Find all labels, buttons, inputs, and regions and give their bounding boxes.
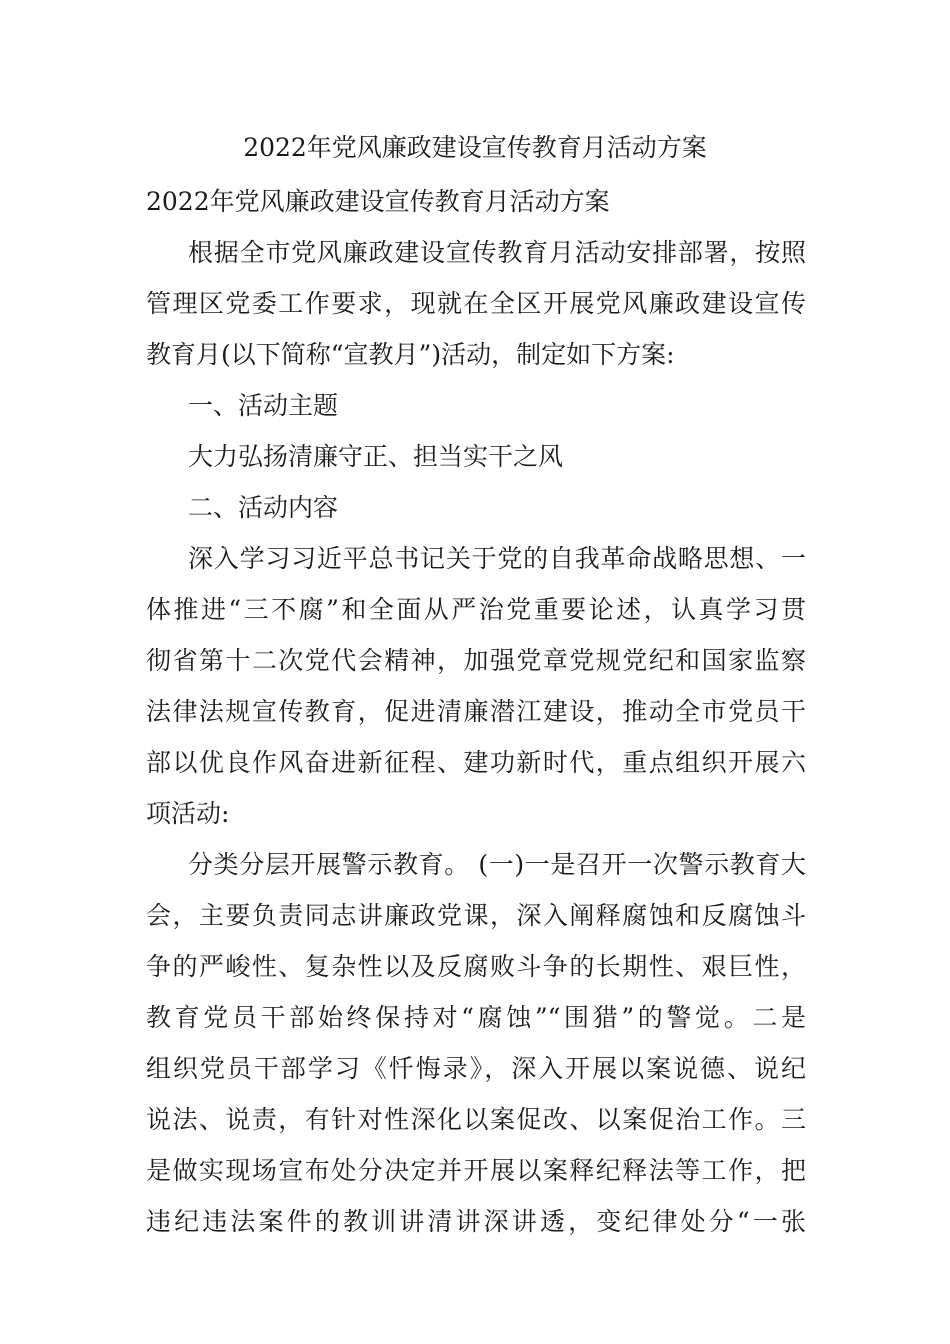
paragraph-intro <box>146 227 806 380</box>
text-line: 教育月(以下简称“宣教月”)活动，制定如下方案: <box>146 340 675 369</box>
text-line: 会，主要负责同志讲廉政党课，深入阐释腐蚀和反腐蚀斗 <box>146 901 806 930</box>
text-line: 深入学习习近平总书记关于党的自我革命战略思想、一 <box>188 544 806 573</box>
text-line: 大力弘扬清廉守正、担当实干之风 <box>188 442 564 471</box>
text-line: 彻省第十二次党代会精神，加强党章党规党纪和国家监察 <box>146 646 806 675</box>
text-line: 管理区党委工作要求，现就在全区开展党风廉政建设宣传 <box>146 289 806 318</box>
text-line: 项活动: <box>146 799 230 828</box>
text-line: 争的严峻性、复杂性以及反腐败斗争的长期性、艰巨性， <box>146 952 806 981</box>
document-body <box>146 176 806 1247</box>
paragraph-theme <box>146 431 806 482</box>
text-line: 分类分层开展警示教育。 (一)一是召开一次警示教育大 <box>188 850 806 879</box>
text-line: 体推进“三不腐”和全面从严治党重要论述，认真学习贯 <box>146 595 806 624</box>
section-heading-theme <box>146 380 806 431</box>
text-line: 违纪违法案件的教训讲清讲深讲透，变纪律处分“一张 <box>146 1207 806 1236</box>
text-line: 组织党员干部学习《忏悔录》，深入开展以案说德、说纪 <box>146 1054 806 1083</box>
section-heading-content <box>146 482 806 533</box>
text-line: 部以优良作风奋进新征程、建功新时代，重点组织开展六 <box>146 748 806 777</box>
text-line: 法律法规宣传教育，促进清廉潜江建设，推动全市党员干 <box>146 697 806 726</box>
section-heading: 一、活动主题 <box>188 391 339 420</box>
document-title: 2022年党风廉政建设宣传教育月活动方案 <box>243 133 707 162</box>
paragraph-body-1 <box>146 533 806 839</box>
text-line: 根据全市党风廉政建设宣传教育月活动安排部署，按照 <box>188 238 806 267</box>
text-line: 教育党员干部始终保持对“腐蚀”“围猎”的警觉。二是 <box>146 1003 806 1032</box>
document-subtitle: 2022年党风廉政建设宣传教育月活动方案 <box>146 187 610 216</box>
text-line: 是做实现场宣布处分决定并开展以案释纪释法等工作，把 <box>146 1156 806 1185</box>
paragraph-body-2 <box>146 839 806 1247</box>
section-heading: 二、活动内容 <box>188 493 339 522</box>
text-line: 说法、说责，有针对性深化以案促改、以案促治工作。三 <box>146 1105 806 1134</box>
